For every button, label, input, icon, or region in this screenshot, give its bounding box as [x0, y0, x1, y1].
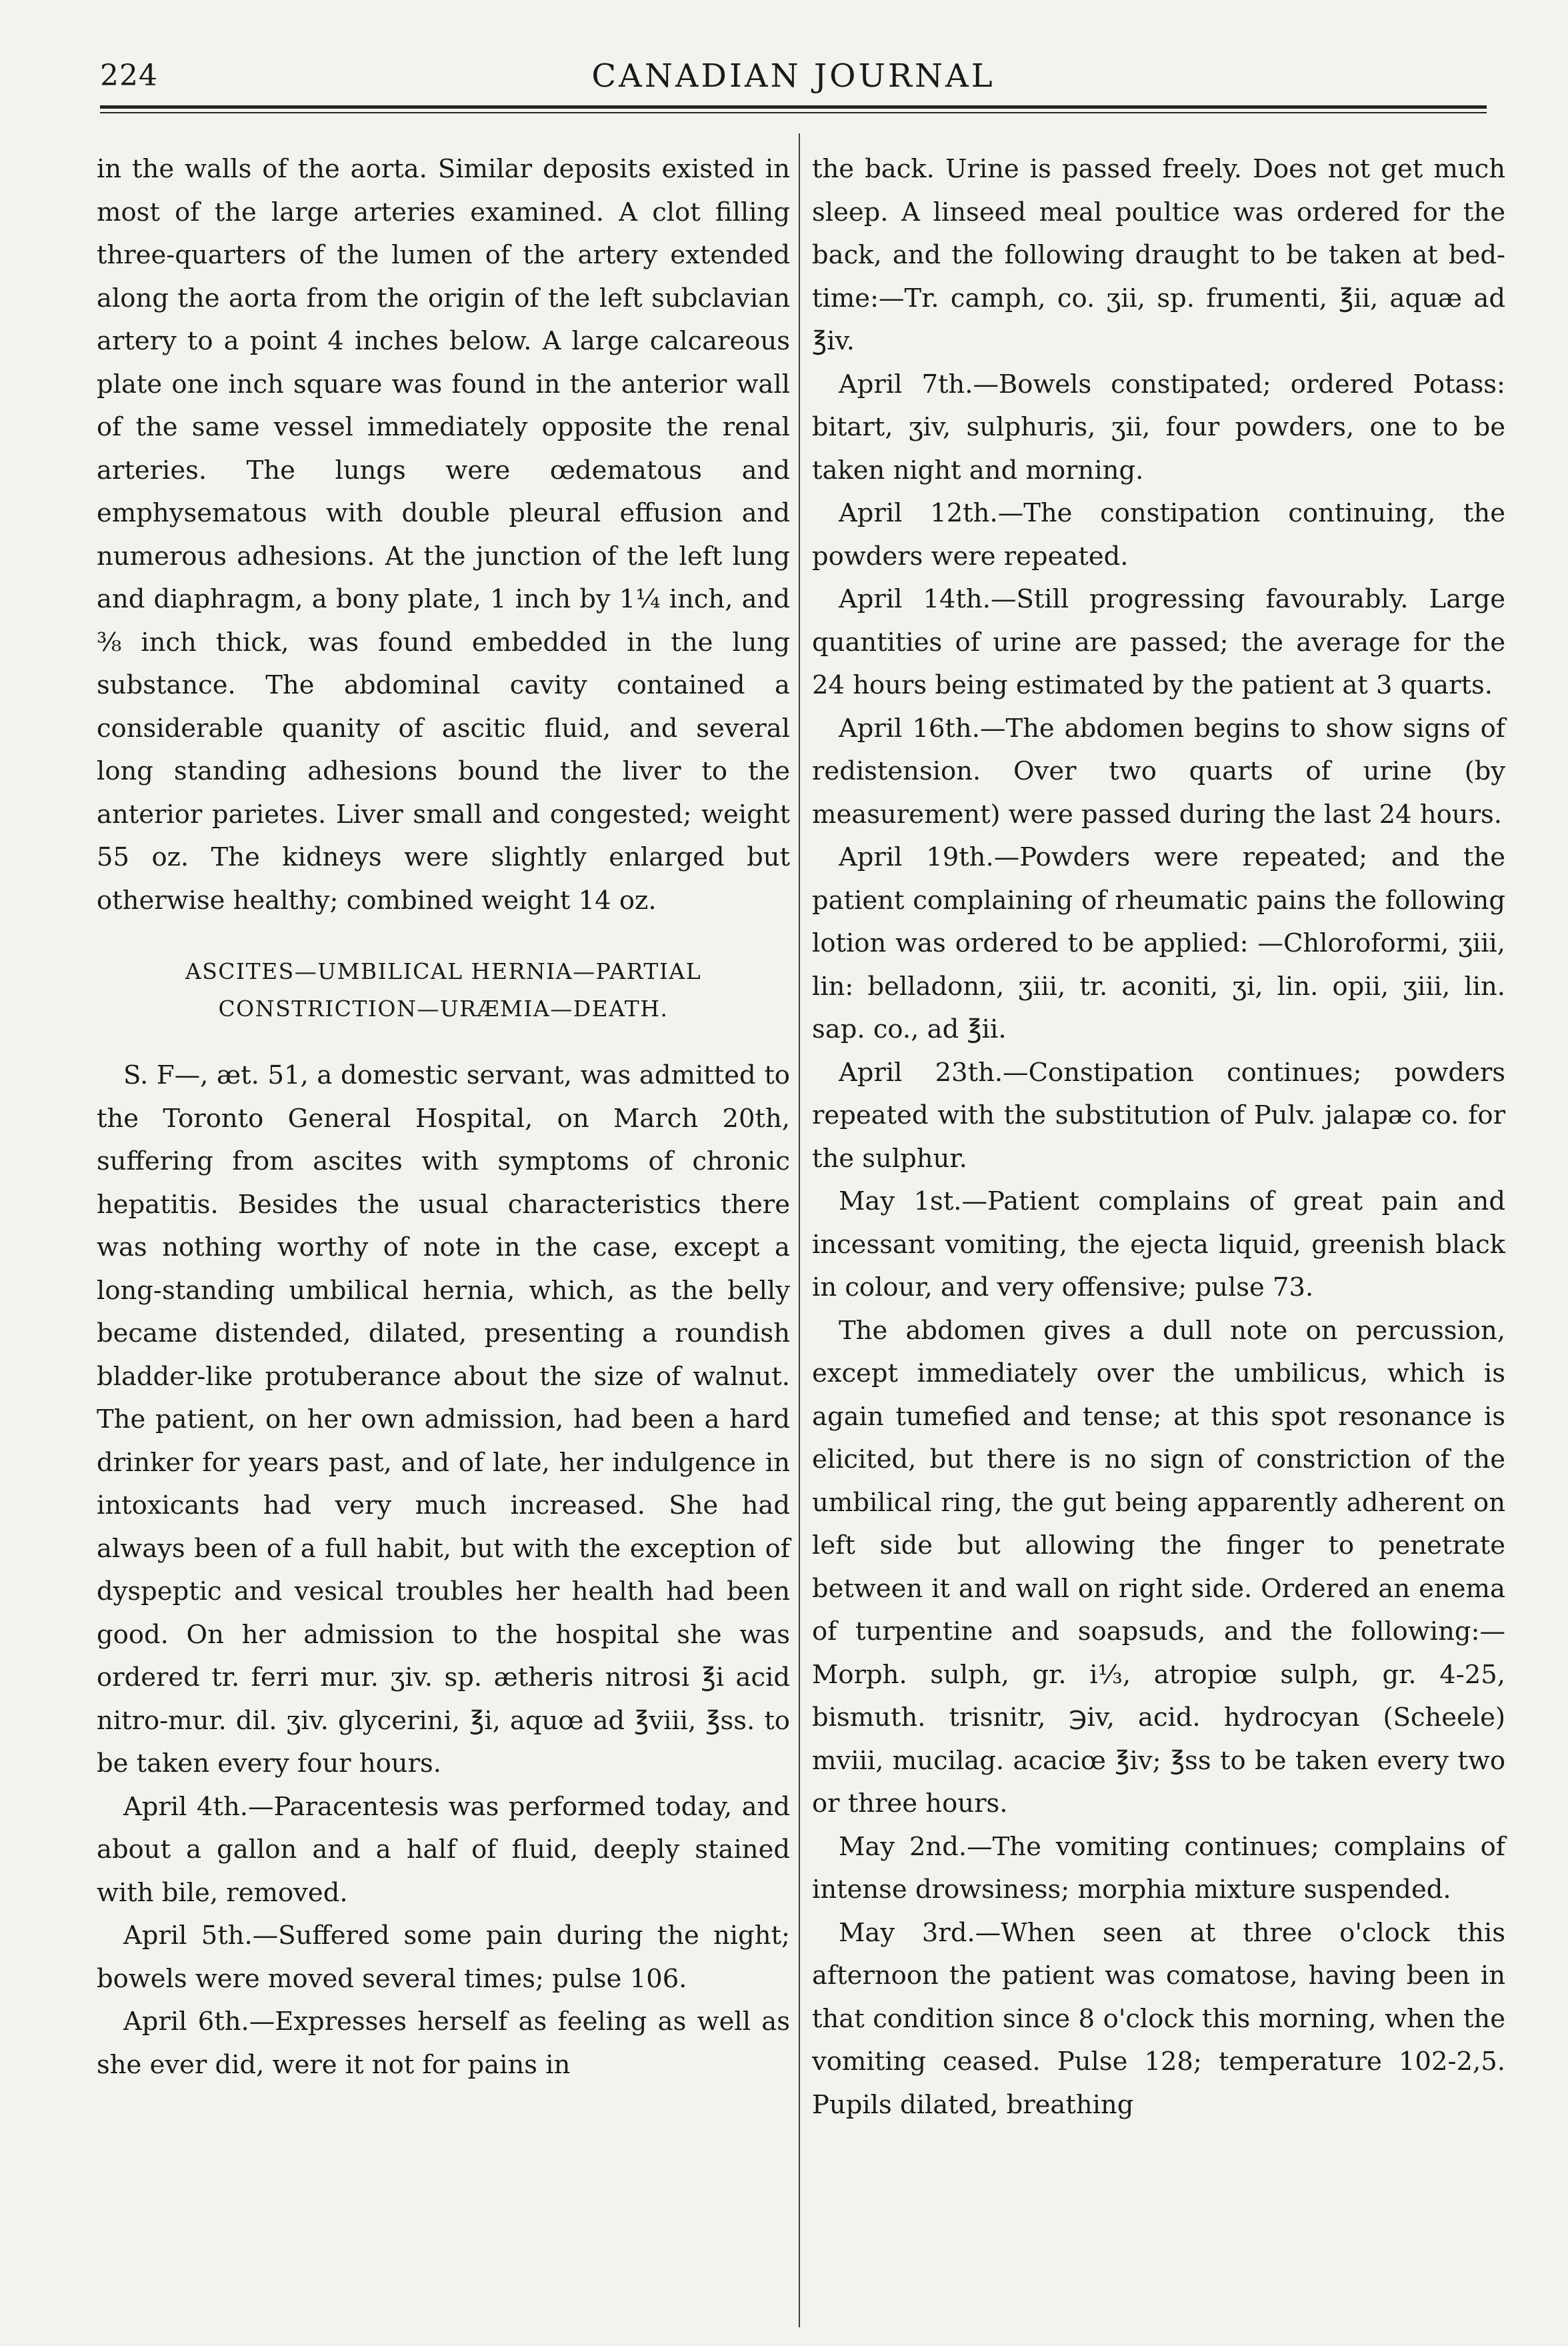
paragraph: May 1st.—Patient complains of great pain and incessant vomiting, the ejecta liquid, greenish black in colour, and very offensive; pulse 73. [812, 1186, 1505, 1302]
paragraph: April 23th.—Constipation continues; powders repeated with the substitution of Pulv. jalapæ co. for the sulphur. [812, 1057, 1505, 1174]
paragraph: May 2nd.—The vomiting continues; complains of intense drowsiness; morphia mixture suspended. [812, 1831, 1505, 1905]
paragraph: the back. Urine is passed freely. Does not get much sleep. A linseed meal poultice was ordered for the back, and the following draught to be taken at bed-time:—Tr. camph, co. ʒii, sp. frumenti, ℥ii, aquæ ad ℥iv. [812, 154, 1505, 356]
paragraph: April 14th.—Still progressing favourably. Large quantities of urine are passed; the average for the 24 hours being estimated by the patient at 3 quarts. [812, 584, 1505, 700]
paragraph: April 16th.—The abdomen begins to show signs of redistension. Over two quarts of urine (by measurement) were passed during the last 24 hours. [812, 713, 1505, 830]
paragraph: April 12th.—The constipation continuing, the powders were repeated. [812, 498, 1505, 571]
paragraph: May 3rd.—When seen at three o'clock this afternoon the patient was comatose, having been in that condition since 8 o'clock this morning, when the vomiting ceased. Pulse 128; temperature 102-2,5. Pupils dilated, breathing [812, 1917, 1505, 2120]
paragraph: April 5th.—Suffered some pain during the night; bowels were moved several times; pulse 106. [97, 1921, 790, 1994]
left-column [97, 148, 790, 2087]
paragraph: April 6th.—Expresses herself as feeling as well as she ever did, were it not for pains in [97, 2007, 790, 2080]
page-number: 224 [100, 59, 158, 93]
column-divider [799, 133, 800, 2327]
paragraph: April 19th.—Powders were repeated; and the patient complaining of rheumatic pains the following lotion was ordered to be applied: —Chloroformi, ʒiii, lin: belladonn, ʒiii, tr. aconiti, ʒi, lin. opii, ʒiii, lin. sap. co., ad ℥ii. [812, 842, 1505, 1044]
paragraph: April 4th.—Paracentesis was performed today, and about a gallon and a half of fluid, deeply stained with bile, removed. [97, 1791, 790, 1908]
header-rule-thin [100, 112, 1487, 113]
paragraph: April 7th.—Bowels constipated; ordered Potass: bitart, ʒiv, sulphuris, ʒii, four powders, one to be taken night and morning. [812, 369, 1505, 485]
paragraph: The abdomen gives a dull note on percussion, except immediately over the umbilicus, which is again tumefied and tense; at this spot resonance is elicited, but there is no sign of constriction of the umbilical ring, the gut being apparently adherent on left side but allowing the finger to penetrate between it and wall on right side. Ordered an enema of turpentine and soapsuds, and the following:—Morph. sulph, gr. i⅓, atropiœ sulph, gr. 4-25, bismuth. trisnitr, ℈iv, acid. hydrocyan (Scheele) mviii, mucilag. acaciœ ℥iv; ℥ss to be taken every two or three hours. [812, 1315, 1505, 1819]
running-title: CANADIAN JOURNAL [591, 57, 995, 95]
section-heading-line: CONSTRICTION—URÆMIA—DEATH. [218, 996, 669, 1022]
paragraph: in the walls of the aorta. Similar deposits existed in most of the large arteries examined. A clot filling three-quarters of the lumen of the artery extended along the aorta from the origin of the left subclavian artery to a point 4 inches below. A large calcareous plate one inch square was found in the anterior wall of the same vessel immediately opposite the renal arteries. The lungs were œdematous and emphysematous with double pleural effusion and numerous adhesions. At the junction of the left lung and diaphragm, a bony plate, 1 inch by 1¼ inch, and ⅜ inch thick, was found embedded in the lung substance. The abdominal cavity contained a considerable quanity of ascitic fluid, and several long standing adhesions bound the liver to the anterior parietes. Liver small and congested; weight 55 oz. The kidneys were slightly enlarged but otherwise healthy; combined weight 14 oz. [97, 154, 790, 916]
paragraph: S. F—, æt. 51, a domestic servant, was admitted to the Toronto General Hospital, on March 20th, suffering from ascites with symptoms of chronic hepatitis. Besides the usual characteristics there was nothing worthy of note in the case, except a long-standing umbilical hernia, which, as the belly became distended, dilated, presenting a roundish bladder-like protuberance about the size of walnut. The patient, on her own admission, had been a hard drinker for years past, and of late, her indulgence in intoxicants had very much increased. She had always been of a full habit, but with the exception of dyspeptic and vesical troubles her health had been good. On her admission to the hospital she was ordered tr. ferri mur. ʒiv. sp. ætheris nitrosi ℥i acid nitro-mur. dil. ʒiv. glycerini, ℥i, aquœ ad ℥viii, ℥ss. to be taken every four hours. [97, 1060, 790, 1779]
header-rule-thick [100, 105, 1487, 109]
section-heading-line: ASCITES—UMBILICAL HERNIA—PARTIAL [185, 958, 702, 984]
page-header [100, 52, 1487, 112]
section-heading [97, 953, 790, 1028]
right-column [812, 148, 1505, 2127]
